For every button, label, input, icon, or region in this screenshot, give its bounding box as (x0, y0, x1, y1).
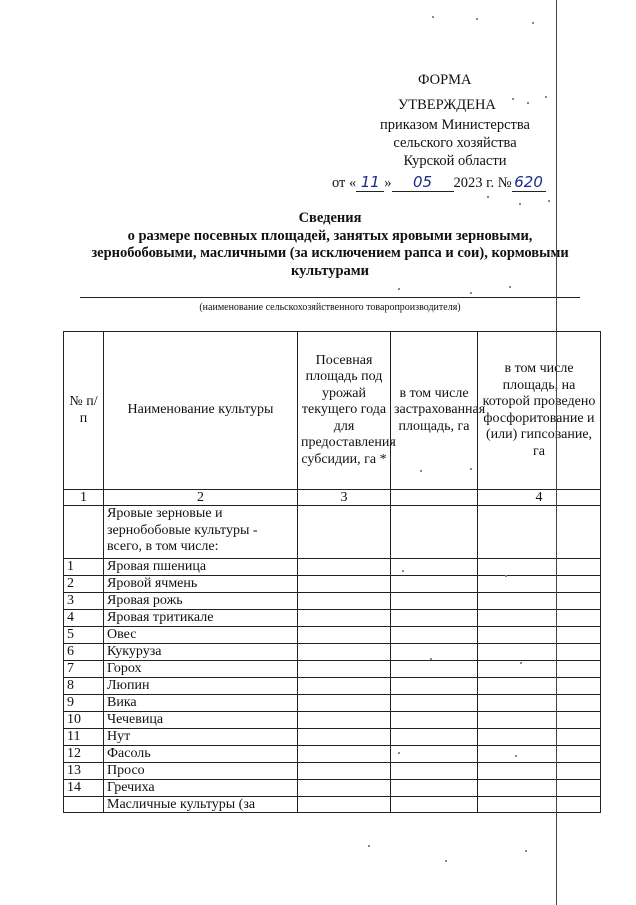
table-cell-empty (478, 797, 601, 813)
table-cell-empty (478, 661, 601, 678)
table-cell-empty (391, 610, 478, 627)
table-row (64, 746, 601, 763)
table-cell-empty (298, 661, 391, 678)
table-row (64, 627, 601, 644)
column-number-row (64, 490, 601, 506)
table-cell-empty (478, 780, 601, 797)
table-row (64, 593, 601, 610)
date-year-suffix: 2023 г. № (453, 175, 512, 191)
table-cell-empty (391, 797, 478, 813)
table-cell-empty (298, 695, 391, 712)
crop-name: Вика (104, 695, 298, 712)
handwritten-day: 11 (356, 173, 384, 192)
crop-name: Чечевица (104, 712, 298, 729)
row-number: 8 (64, 678, 104, 695)
table-cell-empty (478, 746, 601, 763)
approval-authority (360, 116, 550, 170)
header-phosphorite-area: в том числе площадь, на которой проведено фосфоритование и (или) гипсование, га (478, 332, 601, 490)
table-cell-empty (298, 763, 391, 780)
table-row (64, 644, 601, 661)
table-cell-empty (391, 593, 478, 610)
table-row (64, 678, 601, 695)
header-sown-area: Посевная площадь под урожай текущего года для предоставления субсидии, га * (298, 332, 391, 490)
table-cell-empty (298, 712, 391, 729)
table-row (64, 610, 601, 627)
crop-name: Овес (104, 627, 298, 644)
table-cell-empty (478, 729, 601, 746)
crop-name: Просо (104, 763, 298, 780)
column-number: 4 (478, 490, 601, 506)
group-label: Яровые зерновые и зернобобовые культуры - всего, в том числе: (104, 506, 298, 559)
table-cell-empty (391, 780, 478, 797)
column-number: 3 (298, 490, 391, 506)
date-mid: » (384, 175, 392, 191)
table-cell-empty (64, 506, 104, 559)
approval-line-2: сельского хозяйства (393, 135, 517, 151)
row-number: 3 (64, 593, 104, 610)
row-number: 14 (64, 780, 104, 797)
row-number: 5 (64, 627, 104, 644)
crop-name: Горох (104, 661, 298, 678)
table-cell-empty (478, 763, 601, 780)
title-line-1: Сведения (298, 210, 362, 226)
spring-grain-total-row (64, 506, 601, 559)
table-cell-empty (298, 797, 391, 813)
header-number: № п/п (64, 332, 104, 490)
approved-label: УТВЕРЖДЕНА (398, 97, 496, 113)
title-line-2: о размере посевных площадей, занятых яровыми зерновыми, (127, 227, 533, 244)
table-cell-empty (391, 695, 478, 712)
header-crop-name: Наименование культуры (104, 332, 298, 490)
table-cell-empty (478, 610, 601, 627)
table-cell-empty (478, 712, 601, 729)
title-line-3: зернобобовыми, масличными (за исключением рапса и сои), кормовыми (91, 245, 569, 261)
crop-name: Яровая рожь (104, 593, 298, 610)
table-cell-empty (391, 678, 478, 695)
column-number: 1 (64, 490, 104, 506)
row-number: 2 (64, 576, 104, 593)
approval-line-1: приказом Министерства (380, 117, 530, 133)
table-row (64, 780, 601, 797)
approval-line-3: Курской области (403, 153, 507, 169)
row-number: 7 (64, 661, 104, 678)
table-cell-empty (391, 746, 478, 763)
table-row (64, 712, 601, 729)
table-cell-empty (391, 763, 478, 780)
table-cell-empty (298, 593, 391, 610)
row-number: 12 (64, 746, 104, 763)
date-prefix: от « (332, 175, 357, 191)
table-cell-empty (298, 644, 391, 661)
row-number: 13 (64, 763, 104, 780)
table-cell-empty (298, 678, 391, 695)
table-cell-empty (298, 506, 391, 559)
table-row (64, 695, 601, 712)
scan-margin-line (556, 0, 557, 905)
table-cell-empty (478, 593, 601, 610)
row-number: 9 (64, 695, 104, 712)
approval-date-line (332, 173, 546, 192)
table-cell-empty (391, 729, 478, 746)
table-row (64, 763, 601, 780)
header-insured-area: в том числе застрахованная площадь, га (391, 332, 478, 490)
form-label: ФОРМА (418, 72, 472, 88)
table-cell-empty (64, 797, 104, 813)
table-cell-empty (298, 610, 391, 627)
table-cell-empty (478, 627, 601, 644)
crop-area-table (63, 331, 601, 813)
document-title (70, 210, 590, 280)
table-cell-empty (391, 506, 478, 559)
table-cell-empty (478, 644, 601, 661)
crop-name: Гречиха (104, 780, 298, 797)
table-cell-empty (478, 576, 601, 593)
column-number: 2 (104, 490, 298, 506)
row-number: 6 (64, 644, 104, 661)
row-number: 4 (64, 610, 104, 627)
table-cell-empty (391, 661, 478, 678)
row-number: 11 (64, 729, 104, 746)
title-line-4: культурами (290, 262, 369, 279)
table-cell-empty (391, 644, 478, 661)
table-cell-empty (391, 576, 478, 593)
table-row (64, 576, 601, 593)
crop-name: Фасоль (104, 746, 298, 763)
organization-name-line (80, 297, 580, 298)
table-cell-empty (391, 559, 478, 576)
table-cell-empty (478, 559, 601, 576)
crop-name: Яровая пшеница (104, 559, 298, 576)
table-cell-empty (391, 627, 478, 644)
table-cell-empty (391, 712, 478, 729)
oilseed-group-row (64, 797, 601, 813)
table-cell-empty (478, 678, 601, 695)
crop-name: Нут (104, 729, 298, 746)
handwritten-order-number: 620 (512, 173, 546, 192)
table-row (64, 559, 601, 576)
organization-name-caption: (наименование сельскохозяйственного товаропроизводителя) (199, 302, 461, 313)
table-cell-empty (298, 746, 391, 763)
crop-name: Яровая тритикале (104, 610, 298, 627)
table-cell-empty (298, 627, 391, 644)
crop-name: Яровой ячмень (104, 576, 298, 593)
crop-name: Люпин (104, 678, 298, 695)
table-cell-empty (298, 780, 391, 797)
column-number (391, 490, 478, 506)
table-cell-empty (478, 695, 601, 712)
table-header-row (64, 332, 601, 490)
crop-name: Кукуруза (104, 644, 298, 661)
table-cell-empty (298, 729, 391, 746)
table-cell-empty (298, 576, 391, 593)
table-cell-empty (298, 559, 391, 576)
handwritten-month: 05 (392, 173, 454, 192)
row-number: 1 (64, 559, 104, 576)
row-number: 10 (64, 712, 104, 729)
table-cell-empty (478, 506, 601, 559)
table-row (64, 729, 601, 746)
group-label: Масличные культуры (за (104, 797, 298, 813)
